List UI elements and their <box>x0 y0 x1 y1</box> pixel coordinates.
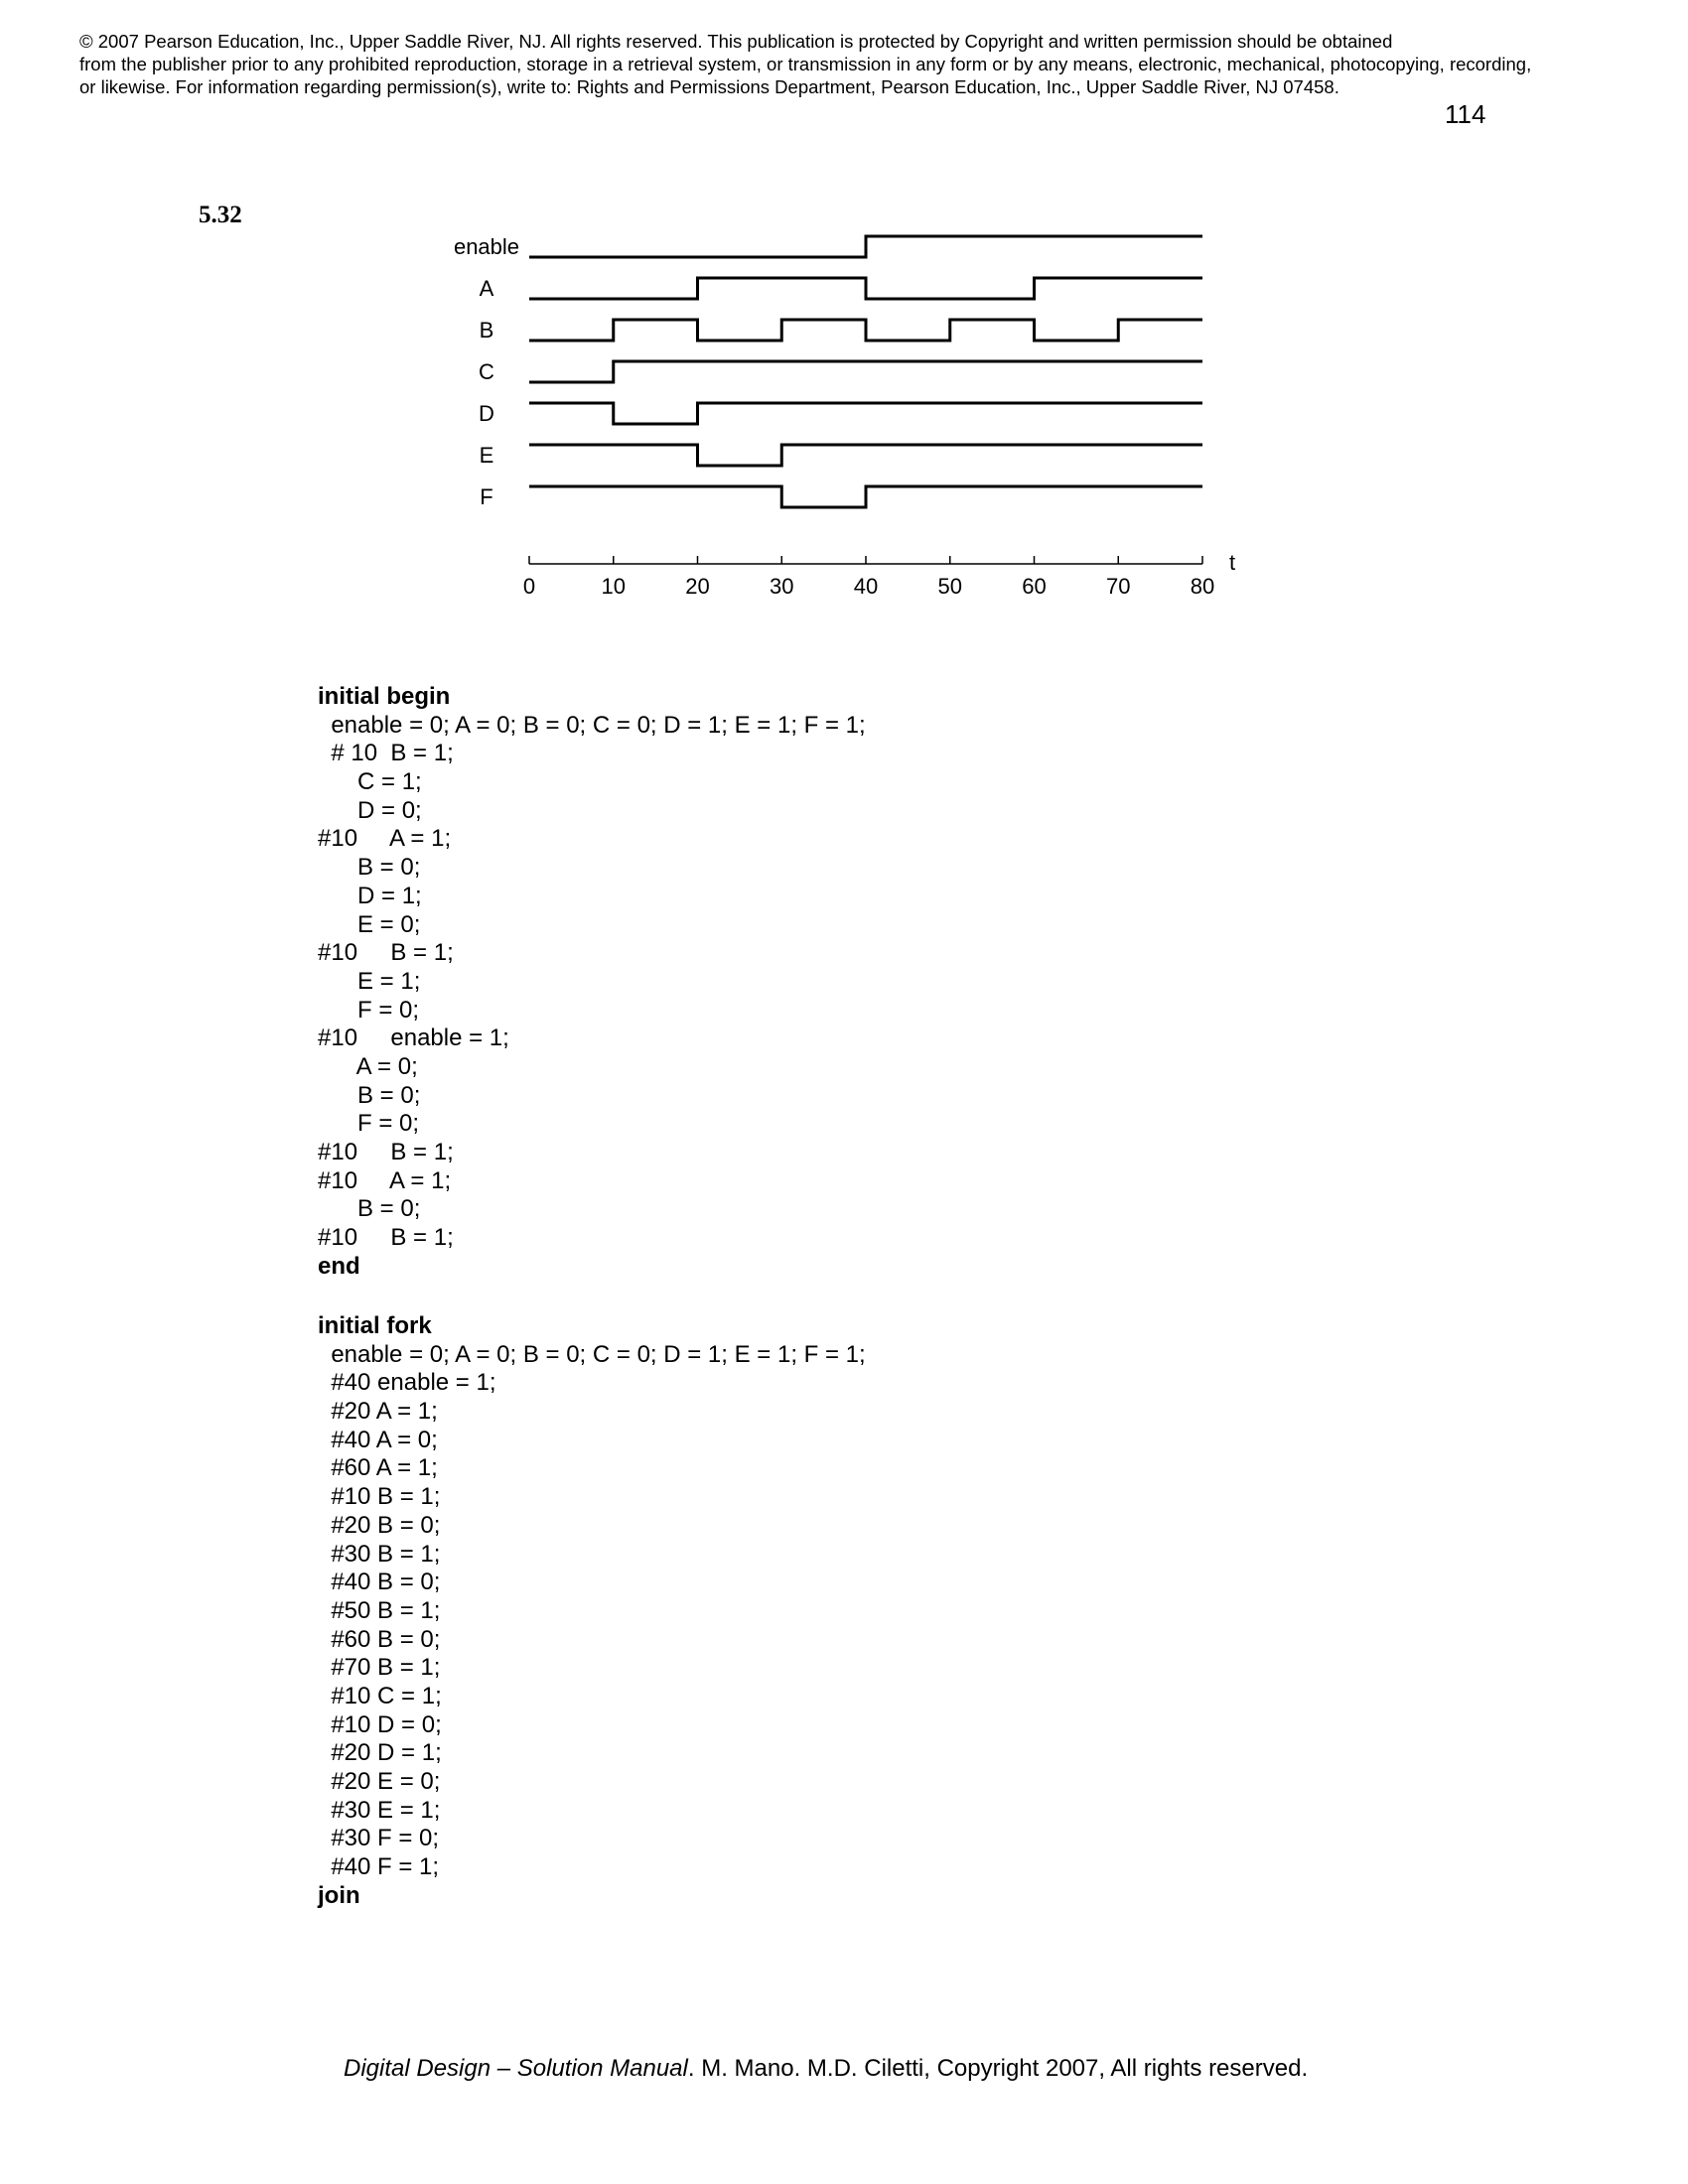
code-line: #20 B = 0; <box>318 1511 441 1539</box>
code-line: #40 enable = 1; <box>318 1369 496 1397</box>
code-line: #60 A = 1; <box>318 1454 438 1482</box>
code-line: #40 B = 0; <box>318 1569 441 1596</box>
code-line: D = 0; <box>318 796 422 824</box>
problem-number: 5.32 <box>199 202 242 228</box>
signal-waveform-d <box>529 403 1202 424</box>
code-line: F = 0; <box>318 1110 420 1138</box>
signal-waveform-a <box>529 278 1202 299</box>
signal-waveform-c <box>529 361 1202 382</box>
signal-waveform-f <box>529 486 1202 507</box>
code-line: E = 0; <box>318 910 421 938</box>
code-line: enable = 0; A = 0; B = 0; C = 0; D = 1; E = 1; F = 1; <box>318 711 866 739</box>
code-line: #40 F = 1; <box>318 1853 440 1881</box>
footer-title: Digital Design – Solution Manual <box>344 2055 688 2082</box>
code-line: #10 C = 1; <box>318 1682 442 1709</box>
footer <box>344 2055 1308 2083</box>
code-line: C = 1; <box>318 768 422 796</box>
code-line: #10 B = 1; <box>318 939 454 967</box>
code-line: #10 B = 1; <box>318 1483 441 1511</box>
code-line: B = 0; <box>318 1195 421 1223</box>
code-keyword-line: end <box>318 1252 360 1280</box>
signal-label: E <box>479 443 494 468</box>
footer-credit: . M. Mano. M.D. Ciletti, Copyright 2007, All rights reserved. <box>687 2055 1309 2082</box>
axis-tick-label: 60 <box>1022 574 1047 599</box>
axis-tick-label: 40 <box>853 574 879 599</box>
code-line: #10 A = 1; <box>318 825 452 853</box>
code-line: enable = 0; A = 0; B = 0; C = 0; D = 1; E = 1; F = 1; <box>318 1340 866 1368</box>
code-line: F = 0; <box>318 996 420 1024</box>
code-line: #40 A = 0; <box>318 1426 438 1453</box>
copyright-line: © 2007 Pearson Education, Inc., Upper Saddle River, NJ. All rights reserved. This publication is protected by Copyright and written permission should be obtained <box>79 31 1393 52</box>
signal-waveform-enable <box>529 236 1202 257</box>
code-line: #20 A = 1; <box>318 1398 438 1426</box>
signal-label: A <box>479 276 494 301</box>
signal-waveform-b <box>529 320 1202 341</box>
code-line: #10 B = 1; <box>318 1139 454 1165</box>
code-initial-fork <box>318 1312 866 1910</box>
code-line: #50 B = 1; <box>318 1596 441 1624</box>
axis-tick-label: 0 <box>522 574 536 599</box>
axis-tick-label: 10 <box>601 574 626 599</box>
signal-label: C <box>479 359 494 384</box>
copyright-line: from the publisher prior to any prohibited reproduction, storage in a retrieval system, or transmission in any form or by any means, electronic, mechanical, photocopying, recording, <box>79 54 1532 74</box>
code-line: #30 E = 1; <box>318 1796 441 1824</box>
timing-diagram <box>0 0 1688 635</box>
axis-tick-label: 80 <box>1190 574 1215 599</box>
code-line: #30 F = 0; <box>318 1825 440 1852</box>
code-line: E = 1; <box>318 967 421 995</box>
code-line: #10 enable = 1; <box>318 1024 509 1052</box>
axis-label-t: t <box>1228 550 1236 575</box>
code-keyword-line: join <box>318 1881 360 1909</box>
signal-label: enable <box>453 234 520 259</box>
code-line: B = 0; <box>318 1081 421 1109</box>
code-line: #10 A = 1; <box>318 1166 452 1194</box>
code-line: # 10 B = 1; <box>318 740 454 767</box>
code-line: #10 D = 0; <box>318 1710 442 1738</box>
code-line: B = 0; <box>318 854 421 882</box>
axis-tick-label: 70 <box>1106 574 1131 599</box>
signal-label: F <box>480 484 493 509</box>
code-keyword-line: initial begin <box>318 683 451 710</box>
axis-tick-label: 20 <box>685 574 710 599</box>
axis-tick-label: 30 <box>770 574 794 599</box>
page-number: 114 <box>1445 99 1486 129</box>
code-line: #60 B = 0; <box>318 1625 441 1653</box>
code-line: D = 1; <box>318 882 422 909</box>
code-line: #10 B = 1; <box>318 1224 454 1252</box>
code-line: #30 B = 1; <box>318 1540 441 1568</box>
signal-waveform-e <box>529 445 1202 466</box>
axis-tick-label: 50 <box>937 574 962 599</box>
code-keyword-line: initial fork <box>318 1312 432 1339</box>
code-line: A = 0; <box>318 1052 418 1080</box>
code-line: #20 D = 1; <box>318 1739 442 1767</box>
signal-label: B <box>479 318 494 342</box>
code-initial-begin <box>318 683 866 1281</box>
code-line: #20 E = 0; <box>318 1768 441 1795</box>
copyright-line: or likewise. For information regarding permission(s), write to: Rights and Permissions Department, Pearson Education, Inc., Upper Saddle River, NJ 07458. <box>79 76 1339 97</box>
code-line: #70 B = 1; <box>318 1654 441 1682</box>
signal-label: D <box>479 401 494 426</box>
